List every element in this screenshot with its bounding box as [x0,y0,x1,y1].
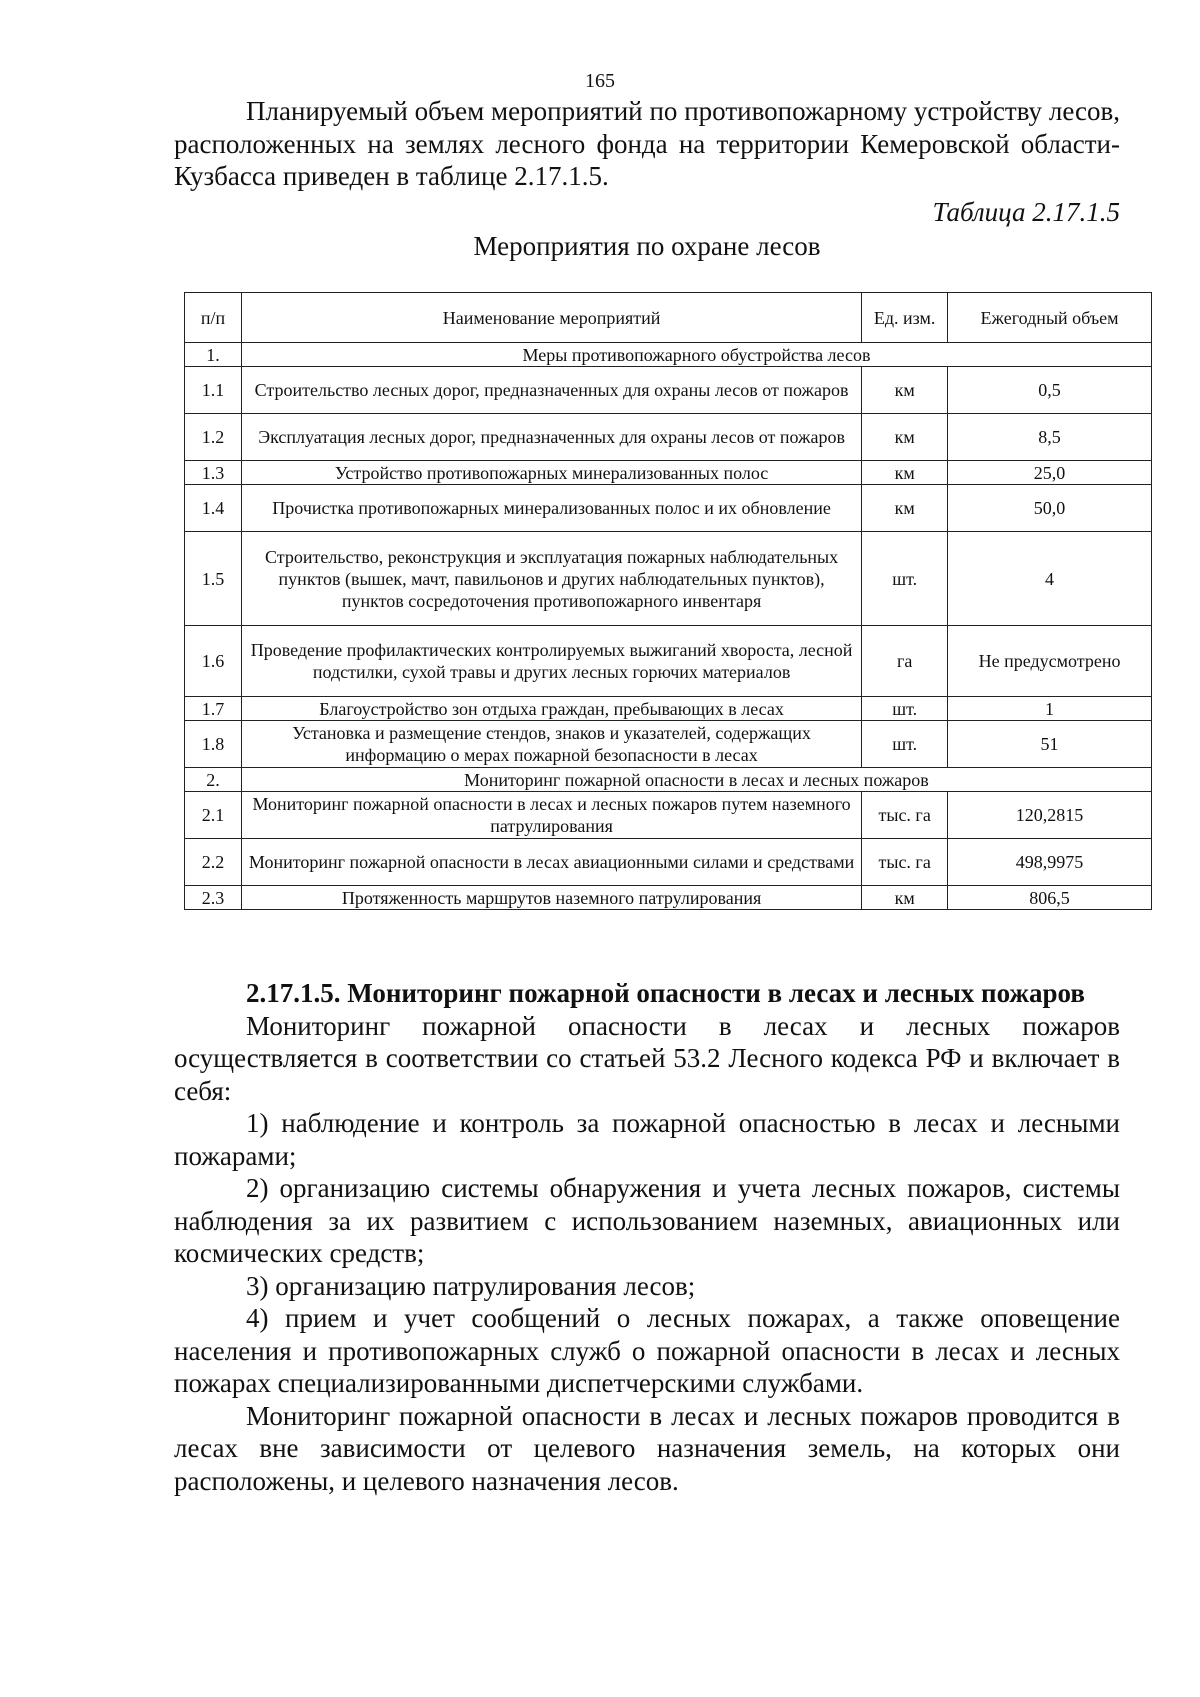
cell-volume: 0,5 [948,367,1152,414]
table-row [185,626,1152,697]
cell-name: Прочистка противопожарных минерализованных полос и их обновление [241,485,861,532]
cell-volume: 806,5 [948,886,1152,910]
cell-name: Установка и размещение стендов, знаков и указателей, содержащих информацию о мерах пожарной безопасности в лесах [241,721,861,768]
table-section-row [185,768,1152,792]
header-unit: Ед. изм. [862,293,948,343]
cell-name: Строительство лесных дорог, предназначенных для охраны лесов от пожаров [241,367,861,414]
cell-section-title: Меры противопожарного обустройства лесов [241,343,1151,367]
page-number: 165 [585,70,615,92]
cell-name: Протяженность маршрутов наземного патрулирования [241,886,861,910]
cell-num: 1.6 [185,626,242,697]
section-heading: 2.17.1.5. Мониторинг пожарной опасности в лесах и лесных пожаров [246,978,1085,1008]
cell-name: Устройство противопожарных минерализованных полос [241,461,861,485]
cell-unit: шт. [862,721,948,768]
table-row [185,367,1152,414]
cell-num: 2.1 [185,792,242,839]
header-num: п/п [185,293,242,343]
events-table [184,292,1152,910]
list-item: 1) наблюдение и контроль за пожарной опасностью в лесах и лесными пожарами; [174,1108,1120,1171]
header-volume: Ежегодный объем [948,293,1152,343]
table-title: Мероприятия по охране лесов [473,231,821,261]
cell-volume: 25,0 [948,461,1152,485]
table-section-row [185,343,1152,367]
cell-unit: км [862,414,948,461]
table-row [185,839,1152,886]
cell-name: Проведение профилактических контролируемых выжиганий хвороста, лесной подстилки, сухой травы и других лесных горючих материалов [241,626,861,697]
cell-volume: Не предусмотрено [948,626,1152,697]
cell-num: 1.8 [185,721,242,768]
cell-num: 2.3 [185,886,242,910]
cell-num: 1.7 [185,697,242,721]
intro-paragraph: Планируемый объем мероприятий по противопожарному устройству лесов, расположенных на землях лесного фонда на территории Кемеровской области-Кузбасса приведен в таблице 2.17.1.5. [174,96,1120,191]
cell-volume: 1 [948,697,1152,721]
cell-section-title: Мониторинг пожарной опасности в лесах и лесных пожаров [241,768,1151,792]
cell-unit: га [862,626,948,697]
table-row [185,414,1152,461]
table-row [185,532,1152,626]
cell-volume: 498,9975 [948,839,1152,886]
cell-unit: шт. [862,532,948,626]
cell-unit: шт. [862,697,948,721]
cell-num: 1. [185,343,242,367]
cell-num: 2. [185,768,242,792]
cell-volume: 120,2815 [948,792,1152,839]
list-item: 2) организацию системы обнаружения и учета лесных пожаров, системы наблюдения за их развитием с использованием наземных, авиационных или космических средств; [174,1173,1120,1268]
cell-unit: км [862,886,948,910]
cell-volume: 4 [948,532,1152,626]
cell-num: 1.2 [185,414,242,461]
cell-unit: тыс. га [862,792,948,839]
header-name: Наименование мероприятий [241,293,861,343]
cell-num: 2.2 [185,839,242,886]
cell-name: Благоустройство зон отдыха граждан, пребывающих в лесах [241,697,861,721]
table-row [185,485,1152,532]
cell-name: Мониторинг пожарной опасности в лесах авиационными силами и средствами [241,839,861,886]
table-header-row [185,293,1152,343]
monitoring-section [174,977,1120,1497]
cell-volume: 8,5 [948,414,1152,461]
table-row [185,792,1152,839]
cell-name: Мониторинг пожарной опасности в лесах и лесных пожаров путем наземного патрулирования [241,792,861,839]
cell-name: Эксплуатация лесных дорог, предназначенных для охраны лесов от пожаров [241,414,861,461]
intro-block [174,95,1120,193]
cell-unit: км [862,461,948,485]
body-paragraph: Мониторинг пожарной опасности в лесах и лесных пожаров проводится в лесах вне зависимости от целевого назначения земель, на которых они расположены, и целевого назначения лесов. [174,1400,1120,1496]
table-row [185,721,1152,768]
cell-volume: 50,0 [948,485,1152,532]
list-item: 4) прием и учет сообщений о лесных пожарах, а также оповещение населения и противопожарных служб о пожарной опасности в лесах и лесных пожарах специализированными диспетчерскими службами. [174,1303,1120,1398]
body-paragraph: Мониторинг пожарной опасности в лесах и лесных пожаров осуществляется в соответствии со статьей 53.2 Лесного кодекса РФ и включает в себя: [174,1010,1120,1106]
list-item: 3) организацию патрулирования лесов; [246,1270,696,1301]
table-row [185,886,1152,910]
cell-num: 1.5 [185,532,242,626]
cell-volume: 51 [948,721,1152,768]
cell-num: 1.1 [185,367,242,414]
cell-unit: км [862,367,948,414]
cell-num: 1.4 [185,485,242,532]
table-row [185,697,1152,721]
cell-unit: км [862,485,948,532]
cell-num: 1.3 [185,461,242,485]
table-label: Таблица 2.17.1.5 [932,197,1120,227]
cell-unit: тыс. га [862,839,948,886]
cell-name: Строительство, реконструкция и эксплуатация пожарных наблюдательных пунктов (вышек, мачт, павильонов и других наблюдательных пунктов), пунктов сосредоточения противопожарного инвентаря [241,532,861,626]
table-row [185,461,1152,485]
